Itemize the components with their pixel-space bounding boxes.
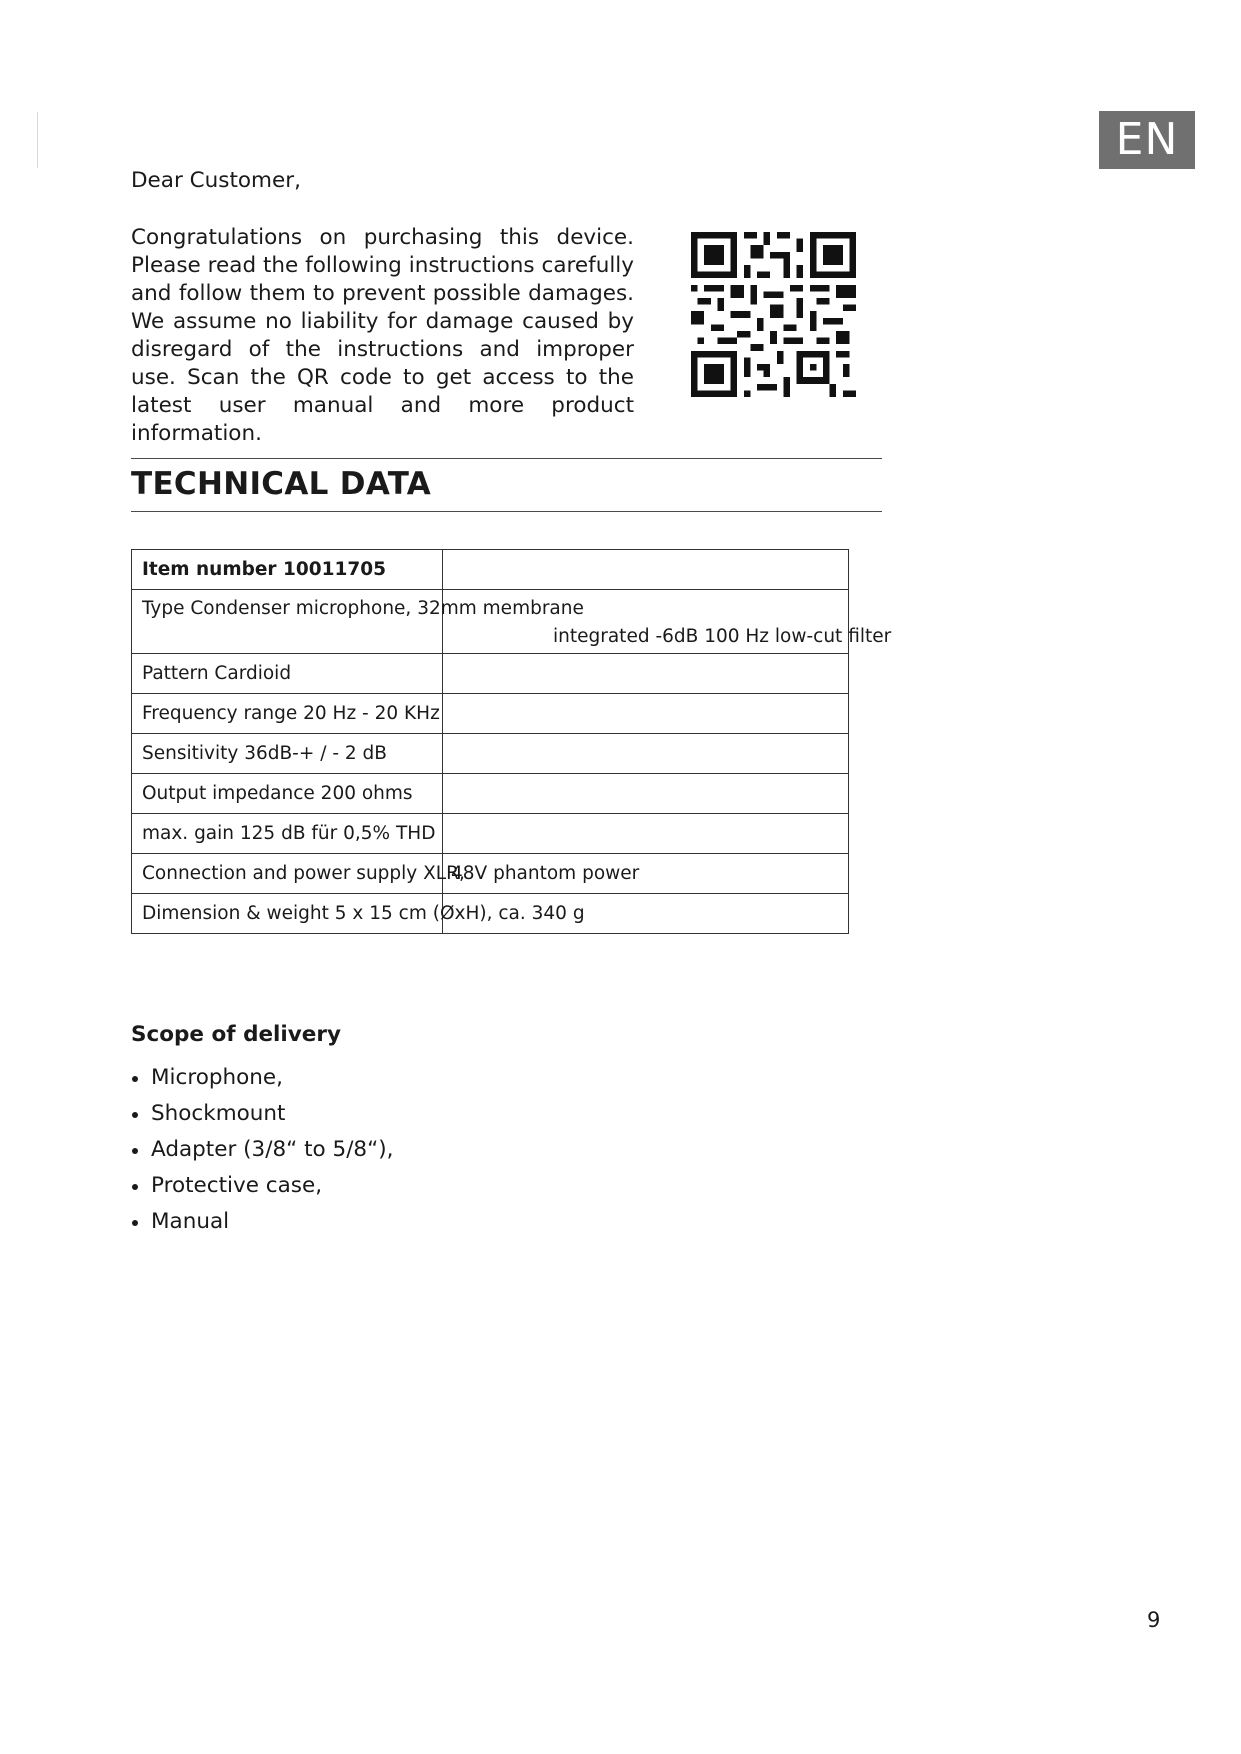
table-cell: [443, 550, 849, 590]
scope-title: Scope of delivery: [131, 1022, 341, 1047]
salutation: Dear Customer,: [131, 168, 301, 193]
list-item: Adapter (3/8“ to 5/8“),: [131, 1134, 393, 1170]
table-cell: [132, 734, 443, 774]
table-cell: [132, 854, 465, 894]
table-cell: [132, 590, 892, 654]
table-cell: [132, 774, 443, 814]
table-row: [132, 654, 849, 694]
table-cell: [132, 654, 443, 694]
section-title: TECHNICAL DATA: [131, 466, 432, 502]
type-spec-extra: integrated -6dB 100 Hz low-cut filter: [553, 626, 892, 647]
connection-value: 48V phantom power: [451, 863, 640, 884]
table-cell: [443, 814, 849, 854]
type-spec: Type Condenser microphone, 32mm membrane: [142, 598, 584, 619]
page-number: 9: [1147, 1608, 1161, 1632]
table-row: [132, 854, 849, 894]
table-cell: [132, 814, 443, 854]
item-number: Item number 10011705: [142, 559, 386, 580]
table-row: [132, 550, 849, 590]
impedance-spec: Output impedance 200 ohms: [142, 783, 413, 804]
dimension-spec: Dimension & weight 5 x 15 cm (ØxH), ca. 340 g: [142, 903, 585, 924]
list-item: Microphone,: [131, 1062, 393, 1098]
table-cell: [443, 654, 849, 694]
table-row: [132, 814, 849, 854]
frequency-spec: Frequency range 20 Hz - 20 KHz: [142, 703, 440, 724]
sensitivity-spec: Sensitivity 36dB-+ / - 2 dB: [142, 743, 387, 764]
list-item: Protective case,: [131, 1170, 393, 1206]
connection-spec: Connection and power supply XLR,: [142, 863, 465, 884]
table-cell: [132, 694, 443, 734]
technical-data-table: [131, 549, 892, 934]
table-cell: [132, 550, 443, 590]
table-cell: [132, 894, 585, 934]
table-cell: [443, 854, 849, 894]
language-tab: EN: [1099, 111, 1195, 169]
table-row: [132, 774, 849, 814]
intro-paragraph: Congratulations on purchasing this device. Please read the following instructions carefully and follow them to prevent possible damages. We assume no liability for damage caused by disregard of the instructions and improper use. Scan the QR code to get access to the latest user manual and more product information.: [131, 225, 634, 446]
table-row: [132, 734, 849, 774]
table-cell: [443, 694, 849, 734]
list-item: Manual: [131, 1206, 393, 1242]
max-gain-spec: max. gain 125 dB für 0,5% THD: [142, 823, 436, 844]
section-rule-top: [131, 458, 882, 459]
section-rule-bottom: [131, 511, 882, 512]
scope-list: [131, 1062, 393, 1242]
page-edge-mark: [37, 112, 38, 168]
pattern-spec: Pattern Cardioid: [142, 663, 292, 684]
table-row: [132, 894, 849, 934]
table-row: [132, 590, 849, 654]
table-cell: [443, 774, 849, 814]
table-cell: [443, 734, 849, 774]
list-item: Shockmount: [131, 1098, 393, 1134]
qr-code[interactable]: [691, 232, 856, 397]
table-row: [132, 694, 849, 734]
